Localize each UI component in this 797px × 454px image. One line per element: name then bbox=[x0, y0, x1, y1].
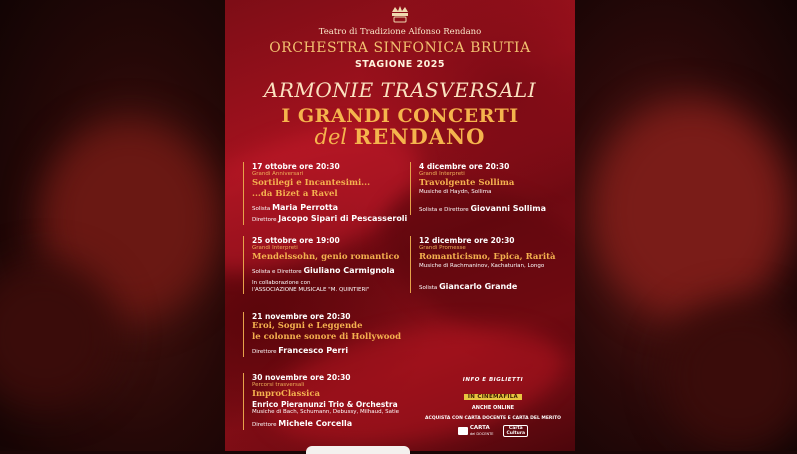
payment-cards bbox=[423, 425, 563, 437]
role-label: Solista e Direttore bbox=[419, 207, 469, 213]
event-date: 25 ottobre ore 19:00 bbox=[252, 236, 340, 245]
event-category: Grandi Anniversari bbox=[252, 171, 304, 177]
online-label: ANCHE ONLINE bbox=[471, 405, 515, 411]
role-label: Direttore bbox=[252, 422, 277, 428]
event-music: Musiche di Haydn, Sollima bbox=[419, 189, 492, 195]
subtitle-line1: I GRANDI CONCERTI bbox=[281, 105, 519, 127]
event-category: Grandi Interpreti bbox=[252, 245, 298, 251]
event-music: Musiche di Rachmaninov, Kachaturian, Longo bbox=[419, 263, 545, 269]
role-label: Solista bbox=[419, 285, 438, 291]
ticket-vendor-logo: IN CINEMAFILA bbox=[464, 394, 522, 400]
series-title: ARMONIE TRASVERSALI bbox=[263, 78, 537, 102]
event-date: 17 ottobre ore 20:30 bbox=[252, 162, 340, 171]
payment-note: ACQUISTA CON CARTA DOCENTE E CARTA DEL MERITO bbox=[425, 416, 561, 421]
event-category: Grandi Promesse bbox=[419, 245, 466, 251]
event-title: Romanticismo, Epica, Rarità bbox=[419, 252, 556, 262]
event-card bbox=[243, 312, 422, 357]
event-title: Mendelssohn, genio romantico bbox=[252, 252, 400, 262]
event-conductor bbox=[252, 419, 422, 430]
role-name: Maria Perrotta bbox=[272, 203, 339, 212]
event-card bbox=[410, 162, 569, 215]
event-date: 12 dicembre ore 20:30 bbox=[419, 236, 515, 245]
blurred-background-left bbox=[0, 0, 225, 451]
orchestra-name: ORCHESTRA SINFONICA BRUTIA bbox=[269, 40, 531, 56]
event-card bbox=[410, 236, 569, 293]
subtitle-line2 bbox=[225, 124, 575, 149]
event-date: 4 dicembre ore 20:30 bbox=[419, 162, 510, 171]
role-label: Solista bbox=[252, 206, 271, 212]
tickets-heading: INFO E BIGLIETTI bbox=[462, 377, 524, 383]
crown-crest-icon bbox=[388, 4, 412, 24]
bottom-tab-handle[interactable] bbox=[306, 446, 410, 454]
event-card bbox=[243, 162, 422, 225]
role-label: Direttore bbox=[252, 217, 277, 223]
event-title: le colonne sonore di Hollywood bbox=[252, 332, 402, 342]
event-date: 30 novembre ore 20:30 bbox=[252, 373, 351, 382]
role-label: Solista e Direttore bbox=[252, 269, 302, 275]
role-name: Francesco Perri bbox=[278, 346, 349, 355]
theatre-name: Teatro di Tradizione Alfonso Rendano bbox=[318, 27, 482, 37]
event-collaboration: l'ASSOCIAZIONE MUSICALE "M. QUINTIERI" bbox=[252, 287, 370, 293]
event-conductor bbox=[252, 214, 422, 225]
card-icon bbox=[458, 427, 468, 435]
event-performer bbox=[252, 203, 422, 214]
carta-cultura-logo bbox=[503, 425, 528, 437]
event-ensemble: Enrico Pieranunzi Trio & Orchestra bbox=[252, 400, 398, 409]
role-name: Giancarlo Grande bbox=[439, 282, 518, 291]
card-title: CARTA bbox=[469, 425, 490, 431]
event-title: Sortilegi e Incantesimi... bbox=[252, 178, 371, 188]
role-name: Jacopo Sipari di Pescasseroli bbox=[278, 214, 408, 223]
event-date: 21 novembre ore 20:30 bbox=[252, 312, 351, 321]
event-music: Musiche di Bach, Schumann, Debussy, Milhaud, Satie bbox=[252, 409, 400, 415]
season-label: STAGIONE 2025 bbox=[354, 59, 446, 70]
event-card bbox=[243, 236, 422, 294]
subtitle-del: del bbox=[314, 125, 348, 149]
event-title: Travolgente Sollima bbox=[419, 178, 515, 188]
event-performer bbox=[419, 282, 569, 293]
event-performer bbox=[252, 266, 422, 277]
card-subtitle: del DOCENTE bbox=[469, 432, 494, 436]
concert-poster bbox=[225, 0, 575, 451]
card-title: Carta bbox=[508, 426, 523, 431]
event-title: ImproClassica bbox=[252, 389, 321, 399]
subtitle-rendano: RENDANO bbox=[353, 124, 486, 149]
carta-docente-logo bbox=[458, 425, 494, 437]
event-title: ...da Bizet a Ravel bbox=[252, 189, 338, 199]
blurred-background-right bbox=[572, 0, 797, 451]
tickets-info bbox=[423, 377, 563, 437]
role-label: Direttore bbox=[252, 349, 277, 355]
event-category: Percorsi trasversali bbox=[252, 382, 305, 388]
event-category: Grandi Interpreti bbox=[419, 171, 465, 177]
role-name: Giovanni Sollima bbox=[470, 204, 546, 213]
event-conductor bbox=[252, 346, 422, 357]
event-card bbox=[243, 373, 422, 430]
event-title: Eroi, Sogni e Leggende bbox=[252, 321, 363, 331]
card-subtitle: Cultura bbox=[506, 431, 526, 436]
event-collaboration: In collaborazione con bbox=[252, 280, 311, 286]
role-name: Michele Corcella bbox=[278, 419, 353, 428]
event-performer bbox=[419, 204, 569, 215]
role-name: Giuliano Carmignola bbox=[303, 266, 395, 275]
